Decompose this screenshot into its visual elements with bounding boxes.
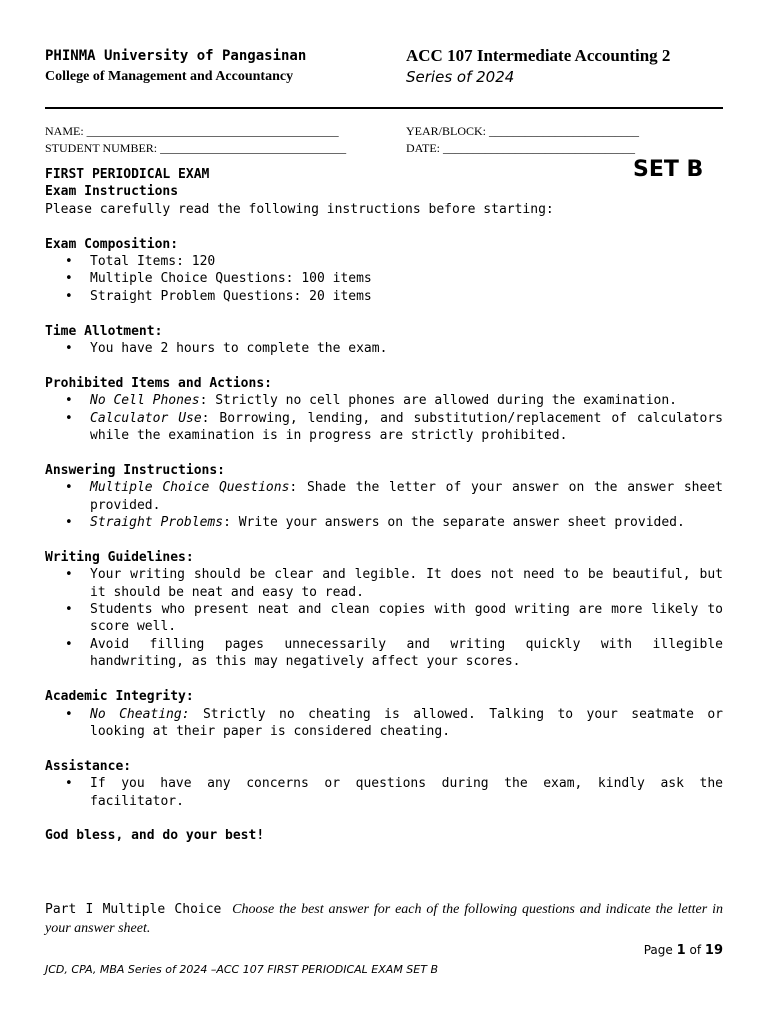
university-name: PHINMA University of Pangasinan (45, 48, 307, 64)
prohibited-list (45, 392, 723, 444)
list-item: • Calculator Use: Borrowing, lending, and substitution/replacement of calculators while the examination is in progress are strictly prohibited. (45, 410, 723, 445)
section-heading: Assistance: (45, 758, 132, 774)
closing-line: God bless, and do your best! (45, 828, 265, 844)
section-heading: Time Allotment: (45, 323, 163, 339)
list-item: • Multiple Choice Questions: 100 items (45, 270, 723, 287)
exam-instructions (45, 166, 723, 845)
time-list (45, 340, 723, 357)
part-label: Part I Multiple Choice (45, 902, 222, 917)
section-heading: Writing Guidelines: (45, 549, 194, 565)
list-item: • Your writing should be clear and legible. It does not need to be beautiful, but it should be neat and easy to read. (45, 566, 723, 601)
assistance-list (45, 775, 723, 810)
year-block-field: YEAR/BLOCK: _________________________ (406, 124, 640, 138)
name-field: NAME: __________________________________________ (45, 124, 339, 138)
set-label: SET B (633, 157, 704, 182)
student-number-field: STUDENT NUMBER: _______________________________ (45, 141, 347, 155)
section-heading: Exam Composition: (45, 236, 179, 252)
list-item: • Avoid filling pages unnecessarily and writing quickly with illegible handwriting, as this may negatively affect your scores. (45, 636, 723, 671)
header-divider (45, 107, 723, 109)
integrity-list (45, 706, 723, 741)
list-item: • Multiple Choice Questions: Shade the letter of your answer on the answer sheet provided. (45, 479, 723, 514)
section-heading: Academic Integrity: (45, 689, 194, 705)
list-item: • Students who present neat and clean copies with good writing are more likely to score well. (45, 601, 723, 636)
list-item: • You have 2 hours to complete the exam. (45, 340, 723, 357)
writing-list (45, 566, 723, 670)
college-name: College of Management and Accountancy (45, 69, 294, 84)
course-title: ACC 107 Intermediate Accounting 2 (406, 46, 671, 65)
list-item: • No Cheating: Strictly no cheating is allowed. Talking to your seatmate or looking at their paper is considered cheating. (45, 706, 723, 741)
list-item: • Straight Problems: Write your answers on the separate answer sheet provided. (45, 514, 723, 531)
page-number: Page 1 of 19 (643, 943, 723, 958)
instructions-intro: Please carefully read the following instructions before starting: (45, 201, 554, 217)
list-item: • If you have any concerns or questions during the exam, kindly ask the facilitator. (45, 775, 723, 810)
series-label: Series of 2024 (406, 68, 515, 86)
page-footer: JCD, CPA, MBA Series of 2024 –ACC 107 FIRST PERIODICAL EXAM SET B (45, 963, 439, 976)
part-one-heading (45, 900, 723, 938)
section-heading: Prohibited Items and Actions: (45, 375, 272, 391)
composition-list (45, 253, 723, 305)
part-instruction: Choose the best answer for each of the following questions and indicate the letter in your answer sheet. (45, 902, 723, 936)
date-field: DATE: ________________________________ (406, 141, 635, 155)
exam-title: FIRST PERIODICAL EXAM (45, 167, 210, 182)
list-item: • No Cell Phones: Strictly no cell phones are allowed during the examination. (45, 392, 723, 409)
section-heading: Answering Instructions: (45, 462, 226, 478)
list-item: • Total Items: 120 (45, 253, 723, 270)
answering-list (45, 479, 723, 531)
instructions-heading: Exam Instructions (45, 184, 179, 200)
list-item: • Straight Problem Questions: 20 items (45, 288, 723, 305)
